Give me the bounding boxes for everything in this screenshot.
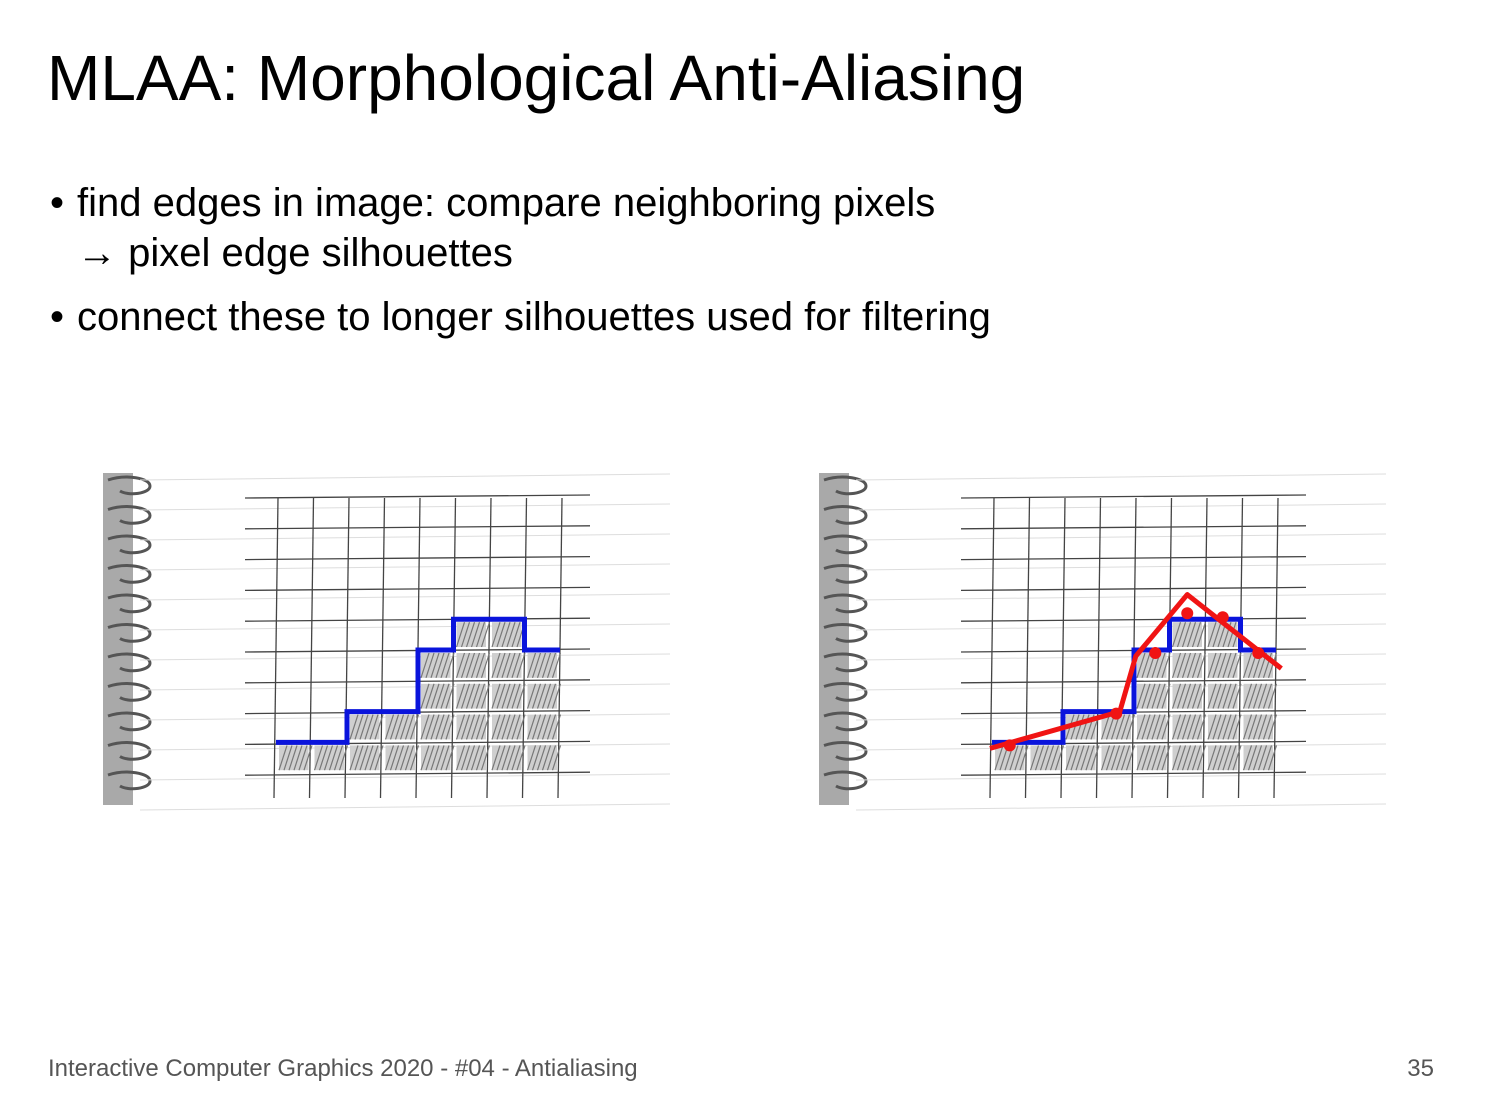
slide-title: MLAA: Morphological Anti-Aliasing xyxy=(47,42,1026,114)
filter-sample-point xyxy=(1004,739,1016,751)
bullet-text: find edges in image: compare neighboring pixels xyxy=(77,181,936,225)
filtered-silhouette-sketch-figure xyxy=(816,468,1391,813)
page-number: 35 xyxy=(1407,1055,1434,1082)
slide-footer: Interactive Computer Graphics 2020 - #04 - Antialiasing xyxy=(48,1055,638,1082)
notebook-grid-sketch-icon xyxy=(816,468,1391,813)
bullet-item-find-edges xyxy=(50,178,991,278)
filter-sample-point xyxy=(1110,708,1122,720)
filter-sample-point xyxy=(1217,611,1229,623)
filter-sample-point xyxy=(1252,647,1264,659)
bullet-list xyxy=(50,178,991,342)
bullet-subtext: → pixel edge silhouettes xyxy=(77,231,513,275)
notebook-grid-sketch-icon xyxy=(100,468,675,813)
pixel-edge-sketch-figure xyxy=(100,468,675,813)
filter-sample-point xyxy=(1181,607,1193,619)
bullet-item-connect-silhouettes xyxy=(50,292,991,342)
filter-sample-point xyxy=(1149,647,1161,659)
bullet-text: connect these to longer silhouettes used for filtering xyxy=(77,295,991,339)
bullet-dot-icon: • xyxy=(50,181,65,225)
bullet-dot-icon: • xyxy=(50,295,65,339)
